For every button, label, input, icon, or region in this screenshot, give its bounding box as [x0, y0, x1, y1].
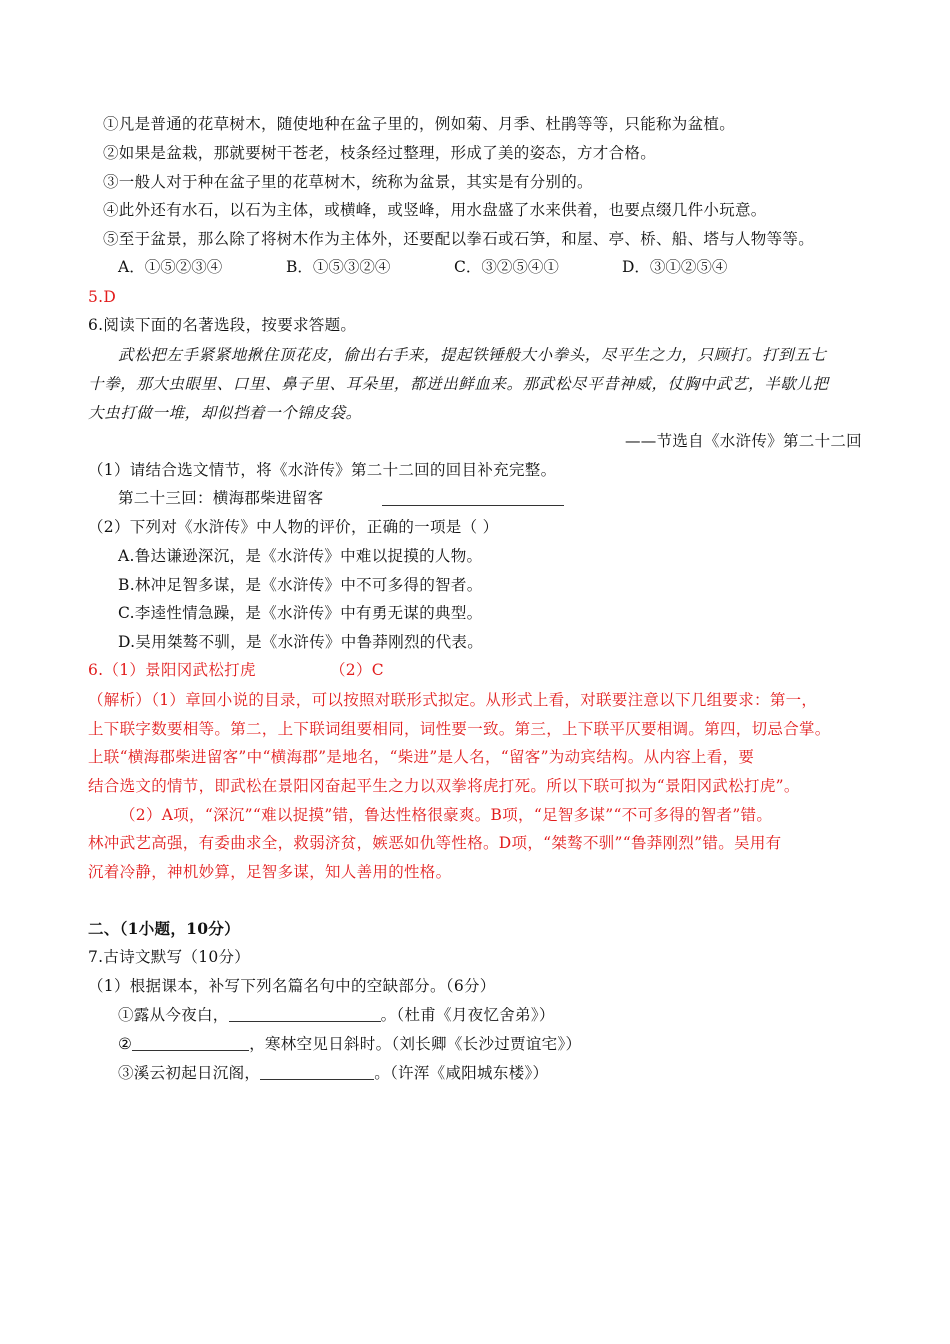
q4-sentence-4: ④此外还有水石，以石为主体，或横峰，或竖峰，用水盘盛了水来供着，也要点缀几件小玩意。 — [103, 201, 767, 219]
q4-option-d: D．③①②⑤④ — [622, 258, 728, 276]
q6-passage-line-1: 武松把左手紧紧地揪住顶花皮，偷出右手来，提起铁锤般大小拳头，尽平生之力，只顾打。打到五七 — [118, 346, 827, 364]
answer-6-analysis-line-7: 沉着冷静，神机妙算，足智多谋，知人善用的性格。 — [88, 863, 452, 881]
q7-sub1: （1）根据课本，补写下列名篇名句中的空缺部分。（6分） — [88, 977, 496, 995]
q7-item-3 — [118, 1062, 548, 1084]
q7-item-3-blank[interactable] — [260, 1065, 374, 1080]
q4-option-a: A．①⑤②③④ — [118, 258, 223, 276]
q7-item-1-blank[interactable] — [229, 1007, 381, 1022]
q7-item-1 — [118, 1004, 555, 1026]
answer-6-analysis-line-2: 上下联字数要相等。第二，上下联词组要相同，词性要一致。第三，上下联平仄要相调。第四，切忌合掌。 — [88, 720, 831, 738]
q6-answer-blank[interactable] — [382, 505, 564, 506]
q4-sentence-5: ⑤至于盆景，那么除了将树木作为主体外，还要配以拳石或石笋，和屋、亭、桥、船、塔与人物等等。 — [103, 230, 815, 248]
q6-sub1-chapter: 第二十三回：横海郡柴进留客 — [118, 489, 324, 507]
answer-6-analysis-line-5: （2）A项，“深沉”“难以捉摸”错，鲁达性格很豪爽。B项，“足智多谋”“不可多得的智者”错。 — [120, 806, 773, 824]
q4-sentence-1: ①凡是普通的花草树木，随使地种在盆子里的，例如菊、月季、杜鹃等等，只能称为盆植。 — [103, 115, 736, 133]
q6-choice-b: B.林冲足智多谋，是《水浒传》中不可多得的智者。 — [118, 576, 483, 594]
q4-sentence-2: ②如果是盆栽，那就要树干苍老，枝条经过整理，形成了美的姿态，方才合格。 — [103, 144, 657, 162]
q7-item-2-before: ② — [118, 1035, 133, 1053]
q6-choice-a: A.鲁达谦逊深沉，是《水浒传》中难以捉摸的人物。 — [118, 547, 483, 565]
q6-choice-d: D.吴用桀骜不驯，是《水浒传》中鲁莽刚烈的代表。 — [118, 633, 484, 651]
answer-6-analysis-line-1: （解析）（1）章回小说的目录，可以按照对联形式拟定。从形式上看，对联要注意以下几组要求：第一， — [88, 691, 818, 709]
q7-item-1-before: ①露从今夜白， — [118, 1006, 229, 1024]
q7-title: 7.古诗文默写（10分） — [88, 948, 251, 966]
q4-sentence-3: ③一般人对于种在盆子里的花草树木，统称为盆景，其实是有分别的。 — [103, 173, 593, 191]
q6-title: 6.阅读下面的名著选段，按要求答题。 — [88, 316, 357, 334]
q6-sub2: （2）下列对《水浒传》中人物的评价，正确的一项是（ ） — [88, 518, 499, 536]
q7-item-1-after: 。（杜甫《月夜忆舍弟》） — [380, 1006, 555, 1024]
answer-6-part2: （2）C — [330, 661, 384, 679]
answer-6-part1: 6.（1）景阳冈武松打虎 — [88, 661, 256, 679]
q6-choice-c: C.李逵性情急躁，是《水浒传》中有勇无谋的典型。 — [118, 604, 483, 622]
answer-5: 5.D — [88, 288, 117, 306]
q6-source: ——节选自《水浒传》第二十二回 — [624, 432, 862, 450]
q7-item-3-after: 。（许浑《咸阳城东楼》） — [374, 1064, 549, 1082]
q7-item-3-before: ③溪云初起日沉阁， — [118, 1064, 261, 1082]
q7-item-2-after: ，寒林空见日斜时。（刘长卿《长沙过贾谊宅》） — [249, 1035, 582, 1053]
q7-item-2-blank[interactable] — [132, 1036, 249, 1051]
q4-option-c: C．③②⑤④① — [454, 258, 559, 276]
answer-6-analysis-line-3: 上联“横海郡柴进留客”中“横海郡”是地名，“柴进”是人名，“留客”为动宾结构。从内容上看，要 — [88, 748, 755, 766]
q6-sub1: （1）请结合选文情节，将《水浒传》第二十二回的回目补充完整。 — [88, 461, 557, 479]
answer-6-analysis-line-6: 林冲武艺高强，有委曲求全，救弱济贫，嫉恶如仇等性格。D项，“桀骜不驯”“鲁莽刚烈”错。吴用有 — [88, 834, 782, 852]
answer-6-analysis-line-4: 结合选文的情节，即武松在景阳冈奋起平生之力以双拳将虎打死。所以下联可拟为“景阳冈武松打虎”。 — [88, 777, 800, 795]
q6-passage-line-3: 大虫打做一堆，却似挡着一个锦皮袋。 — [88, 404, 362, 422]
q7-item-2 — [118, 1033, 581, 1055]
section-2-heading: 二、（1小题，10分） — [88, 919, 240, 938]
q6-passage-line-2: 十拳，那大虫眼里、口里、鼻子里、耳朵里，都迸出鲜血来。那武松尽平昔神威，仗胸中武艺，半歇儿把 — [88, 375, 829, 393]
q4-option-b: B．①⑤③②④ — [286, 258, 391, 276]
